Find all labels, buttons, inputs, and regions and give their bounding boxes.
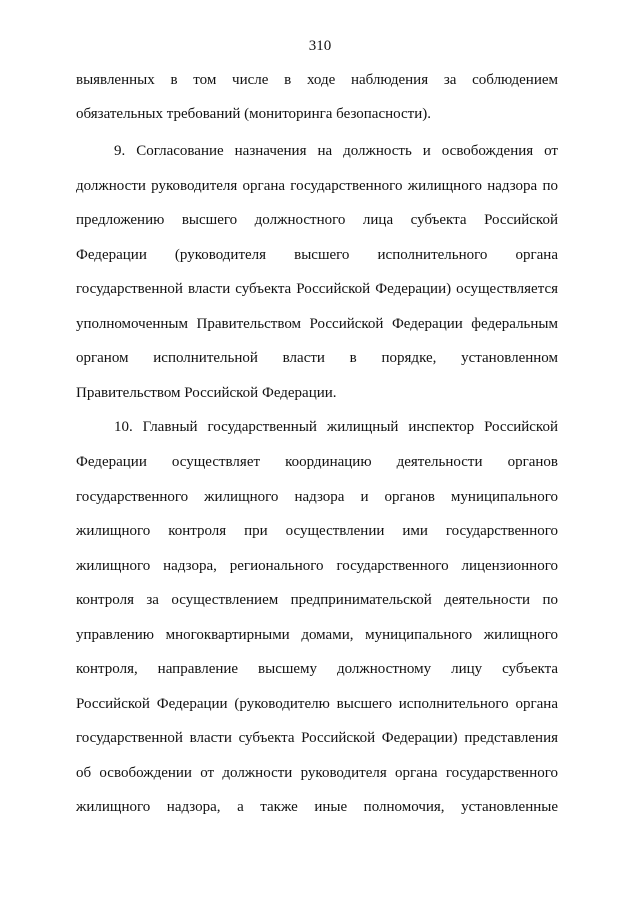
text-line: государственной власти субъекта Российской Федерации) осуществляется — [76, 281, 558, 297]
text-line: выявленных в том числе в ходе наблюдения за соблюдением — [76, 72, 558, 88]
text-line: жилищного надзора, а также иные полномочия, установленные — [76, 799, 558, 815]
text-line: обязательных требований (мониторинга безопасности). — [76, 106, 432, 122]
text-line: государственного жилищного надзора и органов муниципального — [76, 489, 558, 505]
text-line: жилищного контроля при осуществлении ими государственного — [76, 523, 558, 539]
text-line: Правительством Российской Федерации. — [76, 385, 337, 401]
text-line: контроля за осуществлением предпринимательской деятельности по — [76, 592, 558, 608]
text-line: уполномоченным Правительством Российской Федерации федеральным — [76, 316, 558, 332]
text-line: контроля, направление высшему должностному лицу субъекта — [76, 661, 558, 677]
text-line: органом исполнительной власти в порядке, установленном — [76, 350, 558, 366]
text-line: должности руководителя органа государственного жилищного надзора по — [76, 178, 558, 194]
text-line: жилищного надзора, регионального государственного лицензионного — [76, 558, 558, 574]
text-line: управлению многоквартирными домами, муниципального жилищного — [76, 627, 558, 643]
text-line: государственной власти субъекта Российской Федерации) представления — [76, 730, 558, 746]
text-line: Российской Федерации (руководителю высшего исполнительного органа — [76, 696, 558, 712]
paragraph-9-start: 9. Согласование назначения на должность и освобождения от — [114, 143, 558, 159]
text-line: об освобождении от должности руководителя органа государственного — [76, 765, 558, 781]
paragraph-10-start: 10. Главный государственный жилищный инспектор Российской — [114, 419, 558, 435]
page-number: 310 — [308, 38, 332, 54]
text-line: Федерации (руководителя высшего исполнительного органа — [76, 247, 558, 263]
text-line: предложению высшего должностного лица субъекта Российской — [76, 212, 558, 228]
text-line: Федерации осуществляет координацию деятельности органов — [76, 454, 558, 470]
